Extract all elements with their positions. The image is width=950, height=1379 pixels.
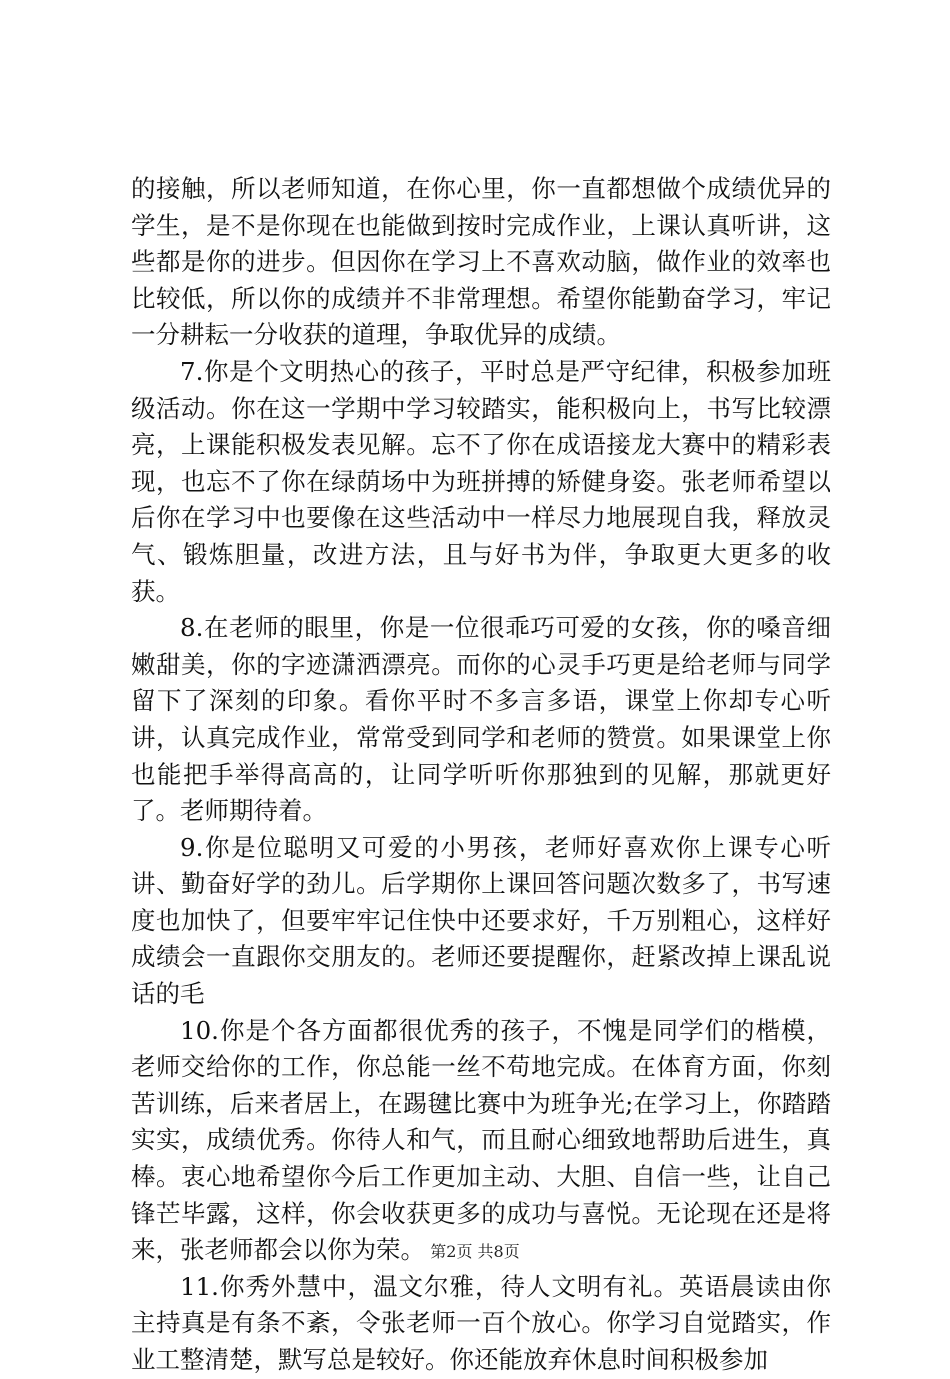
- paragraph-7: 7.你是个文明热心的孩子，平时总是严守纪律，积极参加班级活动。你在这一学期中学习较踏实，能积极向上，书写比较漂亮，上课能积极发表见解。忘不了你在成语接龙大赛中的精彩表现，也忘不了你在绿荫场中为班拼搏的矫健身姿。张老师希望以后你在学习中也要像在这些活动中一样尽力地展现自我，释放灵气、锻炼胆量，改进方法，且与好书为伴，争取更大更多的收获。: [131, 356, 831, 606]
- document-body: [131, 171, 831, 1379]
- paragraph-9: 9.你是位聪明又可爱的小男孩，老师好喜欢你上课专心听讲、勤奋好学的劲儿。后学期你上课回答问题次数多了，书写速度也加快了，但要牢牢记住快中还要求好，千万别粗心，这样好成绩会一直跟你交朋友的。老师还要提醒你，赶紧改掉上课乱说话的毛: [131, 832, 831, 1009]
- paragraph-8: 8.在老师的眼里，你是一位很乖巧可爱的女孩，你的嗓音细嫩甜美，你的字迹潇洒漂亮。而你的心灵手巧更是给老师与同学留下了深刻的印象。看你平时不多言多语，课堂上你却专心听讲，认真完成作业，常常受到同学和老师的赞赏。如果课堂上你也能把手举得高高的，让同学听听你那独到的见解，那就更好了。老师期待着。: [131, 613, 831, 826]
- paragraph-11: 11.你秀外慧中，温文尔雅，待人文明有礼。英语晨读由你主持真是有条不紊，令张老师一百个放心。你学习自觉踏实，作业工整清楚，默写总是较好。你还能放弃休息时间积极参加: [131, 1271, 831, 1374]
- paragraph-10: 10.你是个各方面都很优秀的孩子，不愧是同学们的楷模，老师交给你的工作，你总能一丝不苟地完成。在体育方面，你刻苦训练，后来者居上，在踢毽比赛中为班争光;在学习上，你踏踏实实，成绩优秀。你待人和气，而且耐心细致地帮助后进生，真棒。衷心地希望你今后工作更加主动、大胆、自信一些，让自己锋芒毕露，这样，你会收获更多的成功与喜悦。无论现在还是将来，张老师都会以你为荣。: [131, 1015, 831, 1265]
- page-number-footer: 第2页 共8页: [430, 1242, 520, 1261]
- paragraph-continued: 的接触，所以老师知道，在你心里，你一直都想做个成绩优异的学生，是不是你现在也能做到按时完成作业，上课认真听讲，这些都是你的进步。但因你在学习上不喜欢动脑，做作业的效率也比较低，所以你的成绩并不非常理想。希望你能勤奋学习，牢记一分耕耘一分收获的道理，争取优异的成绩。: [131, 174, 831, 350]
